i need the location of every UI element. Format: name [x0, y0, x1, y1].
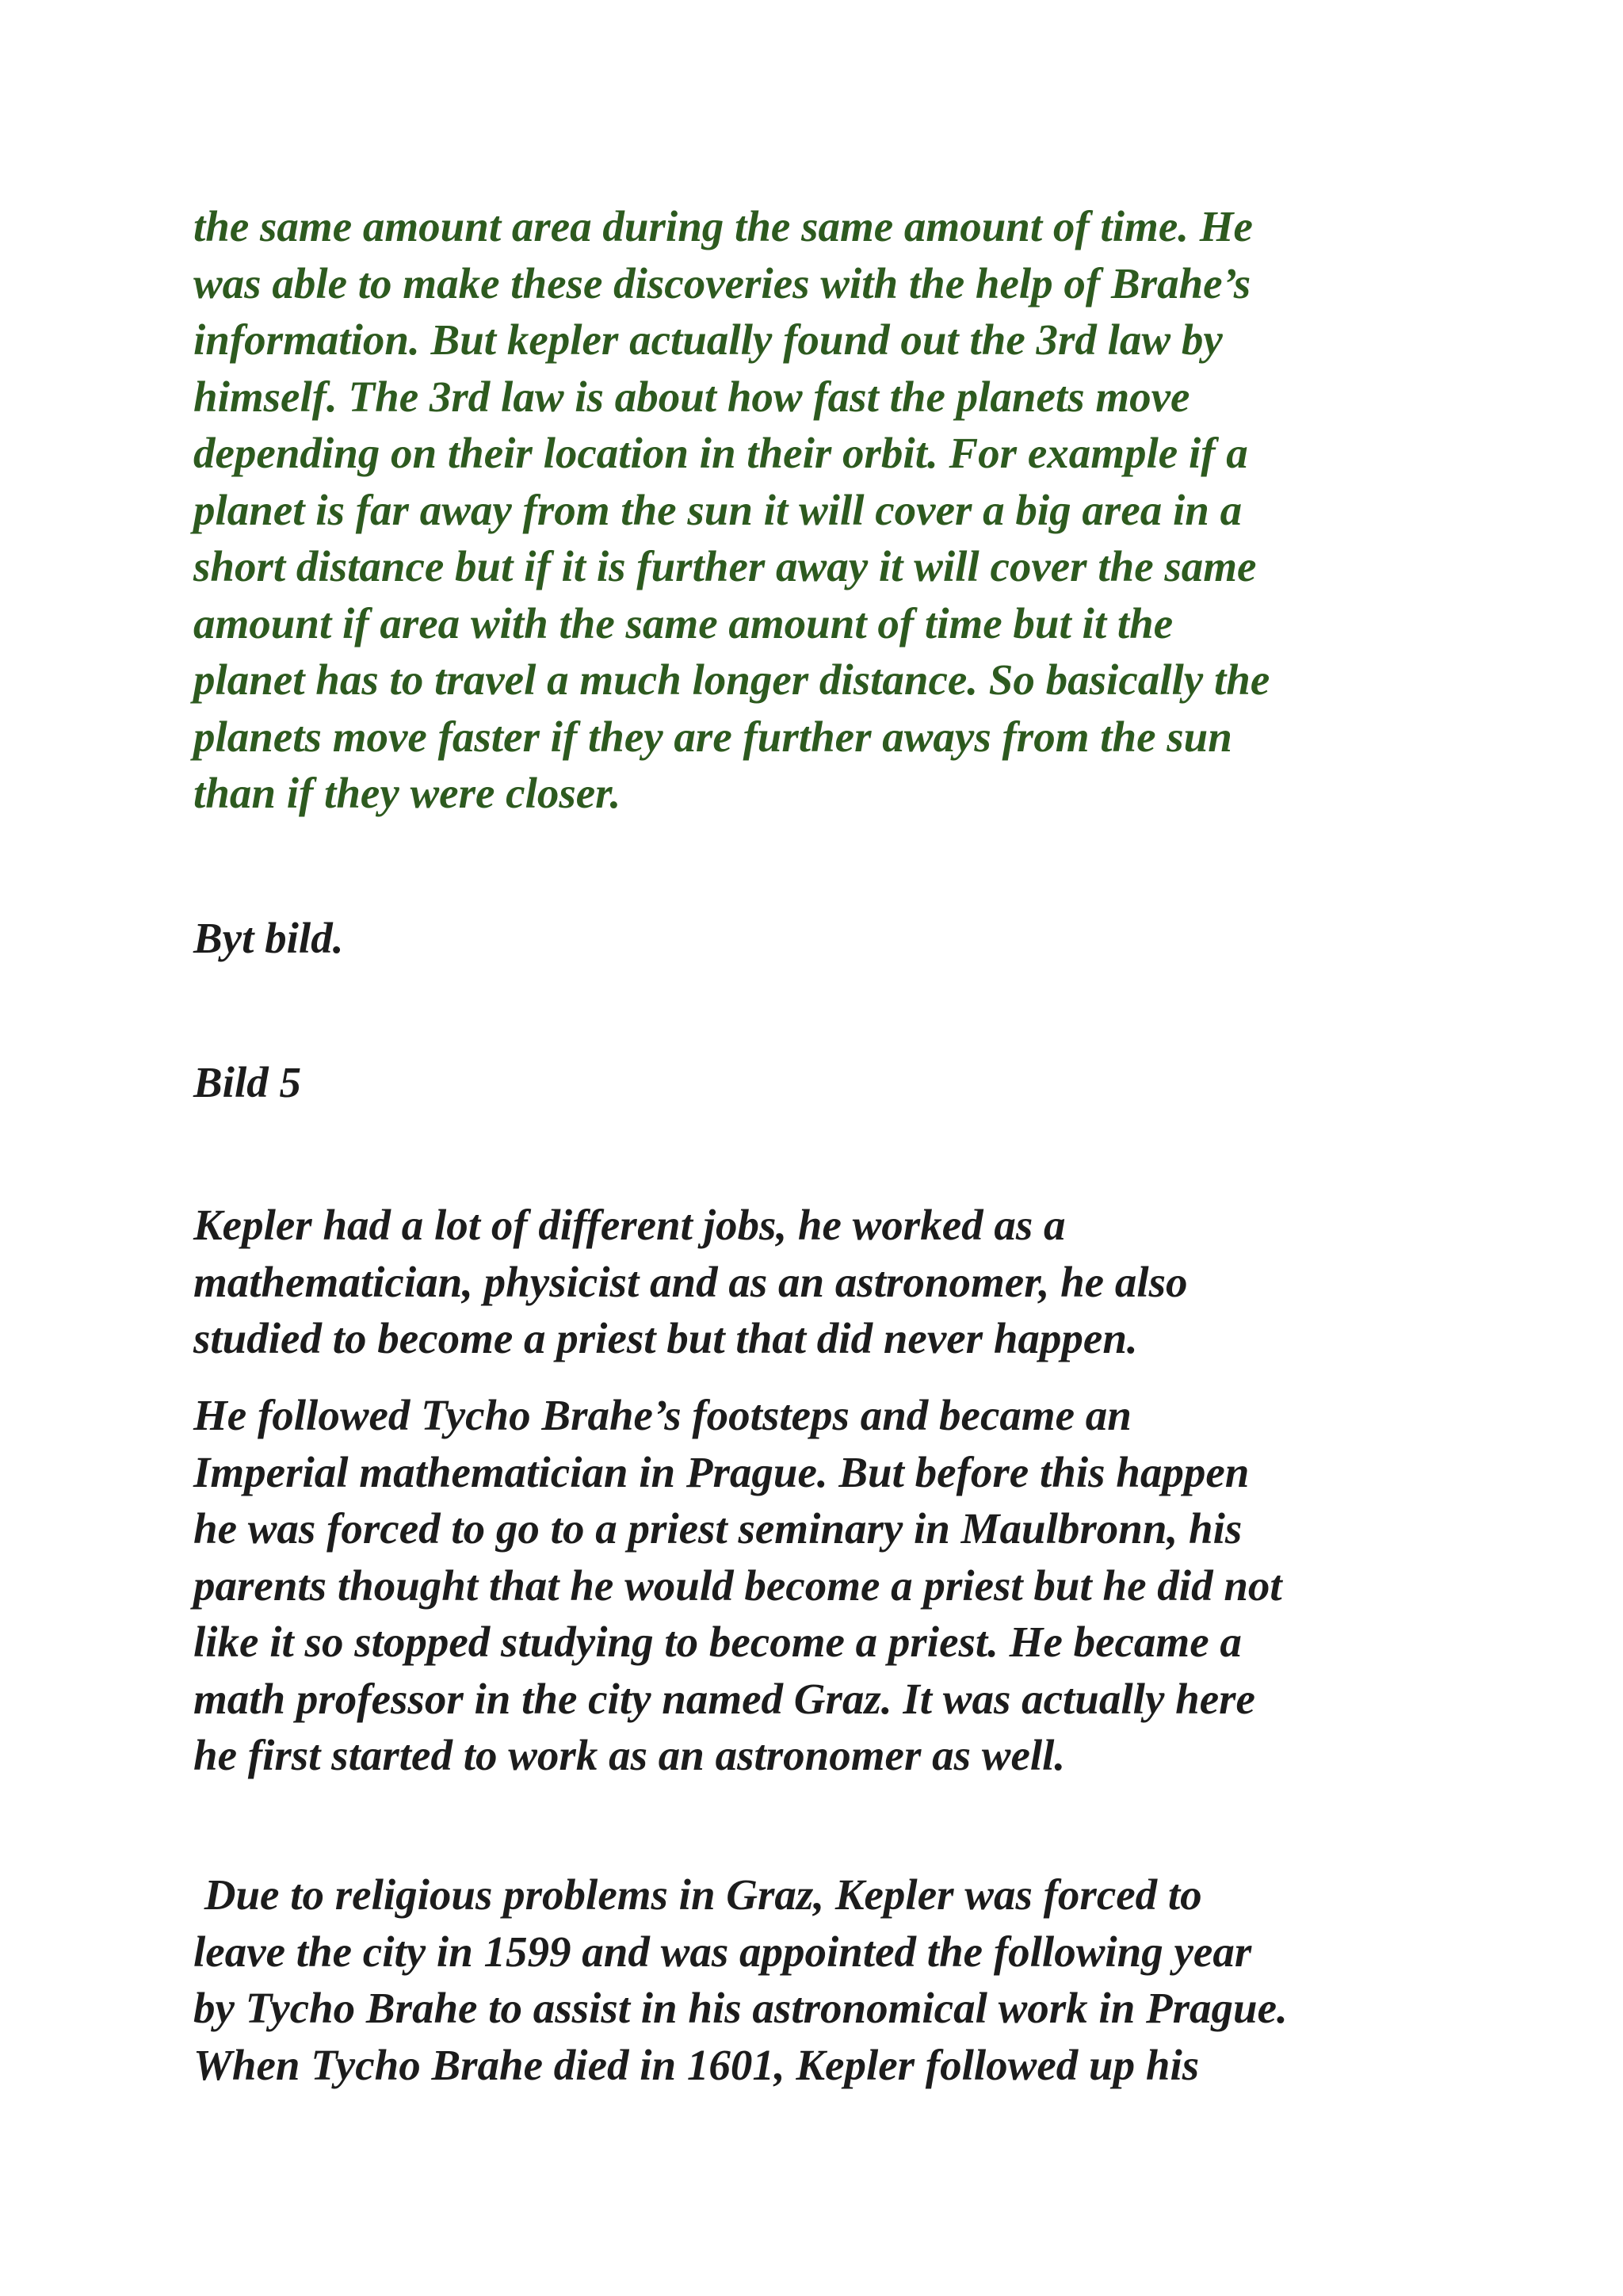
- paragraph-line: depending on their location in their orbit. For example if a: [193, 429, 1248, 477]
- paragraph-keplers-laws: [193, 198, 1461, 822]
- paragraph-line: information. But kepler actually found out the 3rd law by: [193, 315, 1223, 364]
- paragraph-line: short distance but if it is further away it will cover the same: [193, 542, 1257, 590]
- paragraph-line: he first started to work as an astronomer as well.: [193, 1731, 1066, 1779]
- paragraph-line: like it so stopped studying to become a priest. He became a: [193, 1618, 1242, 1666]
- heading-bild-5: [193, 1054, 1461, 1111]
- paragraph-line: Kepler had a lot of different jobs, he worked as a: [193, 1201, 1066, 1249]
- paragraph-line: planets move faster if they are further aways from the sun: [193, 712, 1232, 761]
- paragraph-line: than if they were closer.: [193, 769, 621, 817]
- paragraph-line: math professor in the city named Graz. It was actually here: [193, 1674, 1255, 1723]
- paragraph-line: When Tycho Brahe died in 1601, Kepler followed up his: [193, 2040, 1200, 2089]
- paragraph-line: parents thought that he would become a priest but he did not: [193, 1561, 1282, 1610]
- paragraph-line: was able to make these discoveries with the help of Brahe’s: [193, 258, 1251, 308]
- note-byt-bild: [193, 910, 1461, 967]
- paragraph-kepler-prague: [193, 1387, 1461, 1784]
- paragraph-graz: [193, 1866, 1461, 2093]
- paragraph-line: planet is far away from the sun it will cover a big area in a: [193, 485, 1243, 534]
- paragraph-line: by Tycho Brahe to assist in his astronomical work in Prague.: [193, 1984, 1288, 2032]
- heading-text: Bild 5: [193, 1058, 301, 1106]
- paragraph-line: planet has to travel a much longer distance. So basically the: [193, 655, 1270, 704]
- paragraph-line: He followed Tycho Brahe’s footsteps and became an: [193, 1391, 1132, 1439]
- paragraph-line: Imperial mathematician in Prague. But before this happen: [193, 1447, 1250, 1496]
- paragraph-line: himself. The 3rd law is about how fast the planets move: [193, 372, 1190, 421]
- paragraph-line: he was forced to go to a priest seminary in Maulbronn, his: [193, 1504, 1243, 1553]
- paragraph-line: amount if area with the same amount of time but it the: [193, 598, 1174, 648]
- paragraph-line: studied to become a priest but that did never happen.: [193, 1314, 1138, 1362]
- paragraph-line: mathematician, physicist and as an astronomer, he also: [193, 1257, 1188, 1306]
- paragraph-line: leave the city in 1599 and was appointed the following year: [193, 1927, 1252, 1976]
- paragraph-kepler-jobs: [193, 1197, 1461, 1367]
- note-text: Byt bild.: [193, 914, 344, 962]
- paragraph-line: the same amount area during the same amount of time. He: [193, 202, 1253, 250]
- paragraph-line: Due to religious problems in Graz, Kepler was forced to: [193, 1870, 1202, 1919]
